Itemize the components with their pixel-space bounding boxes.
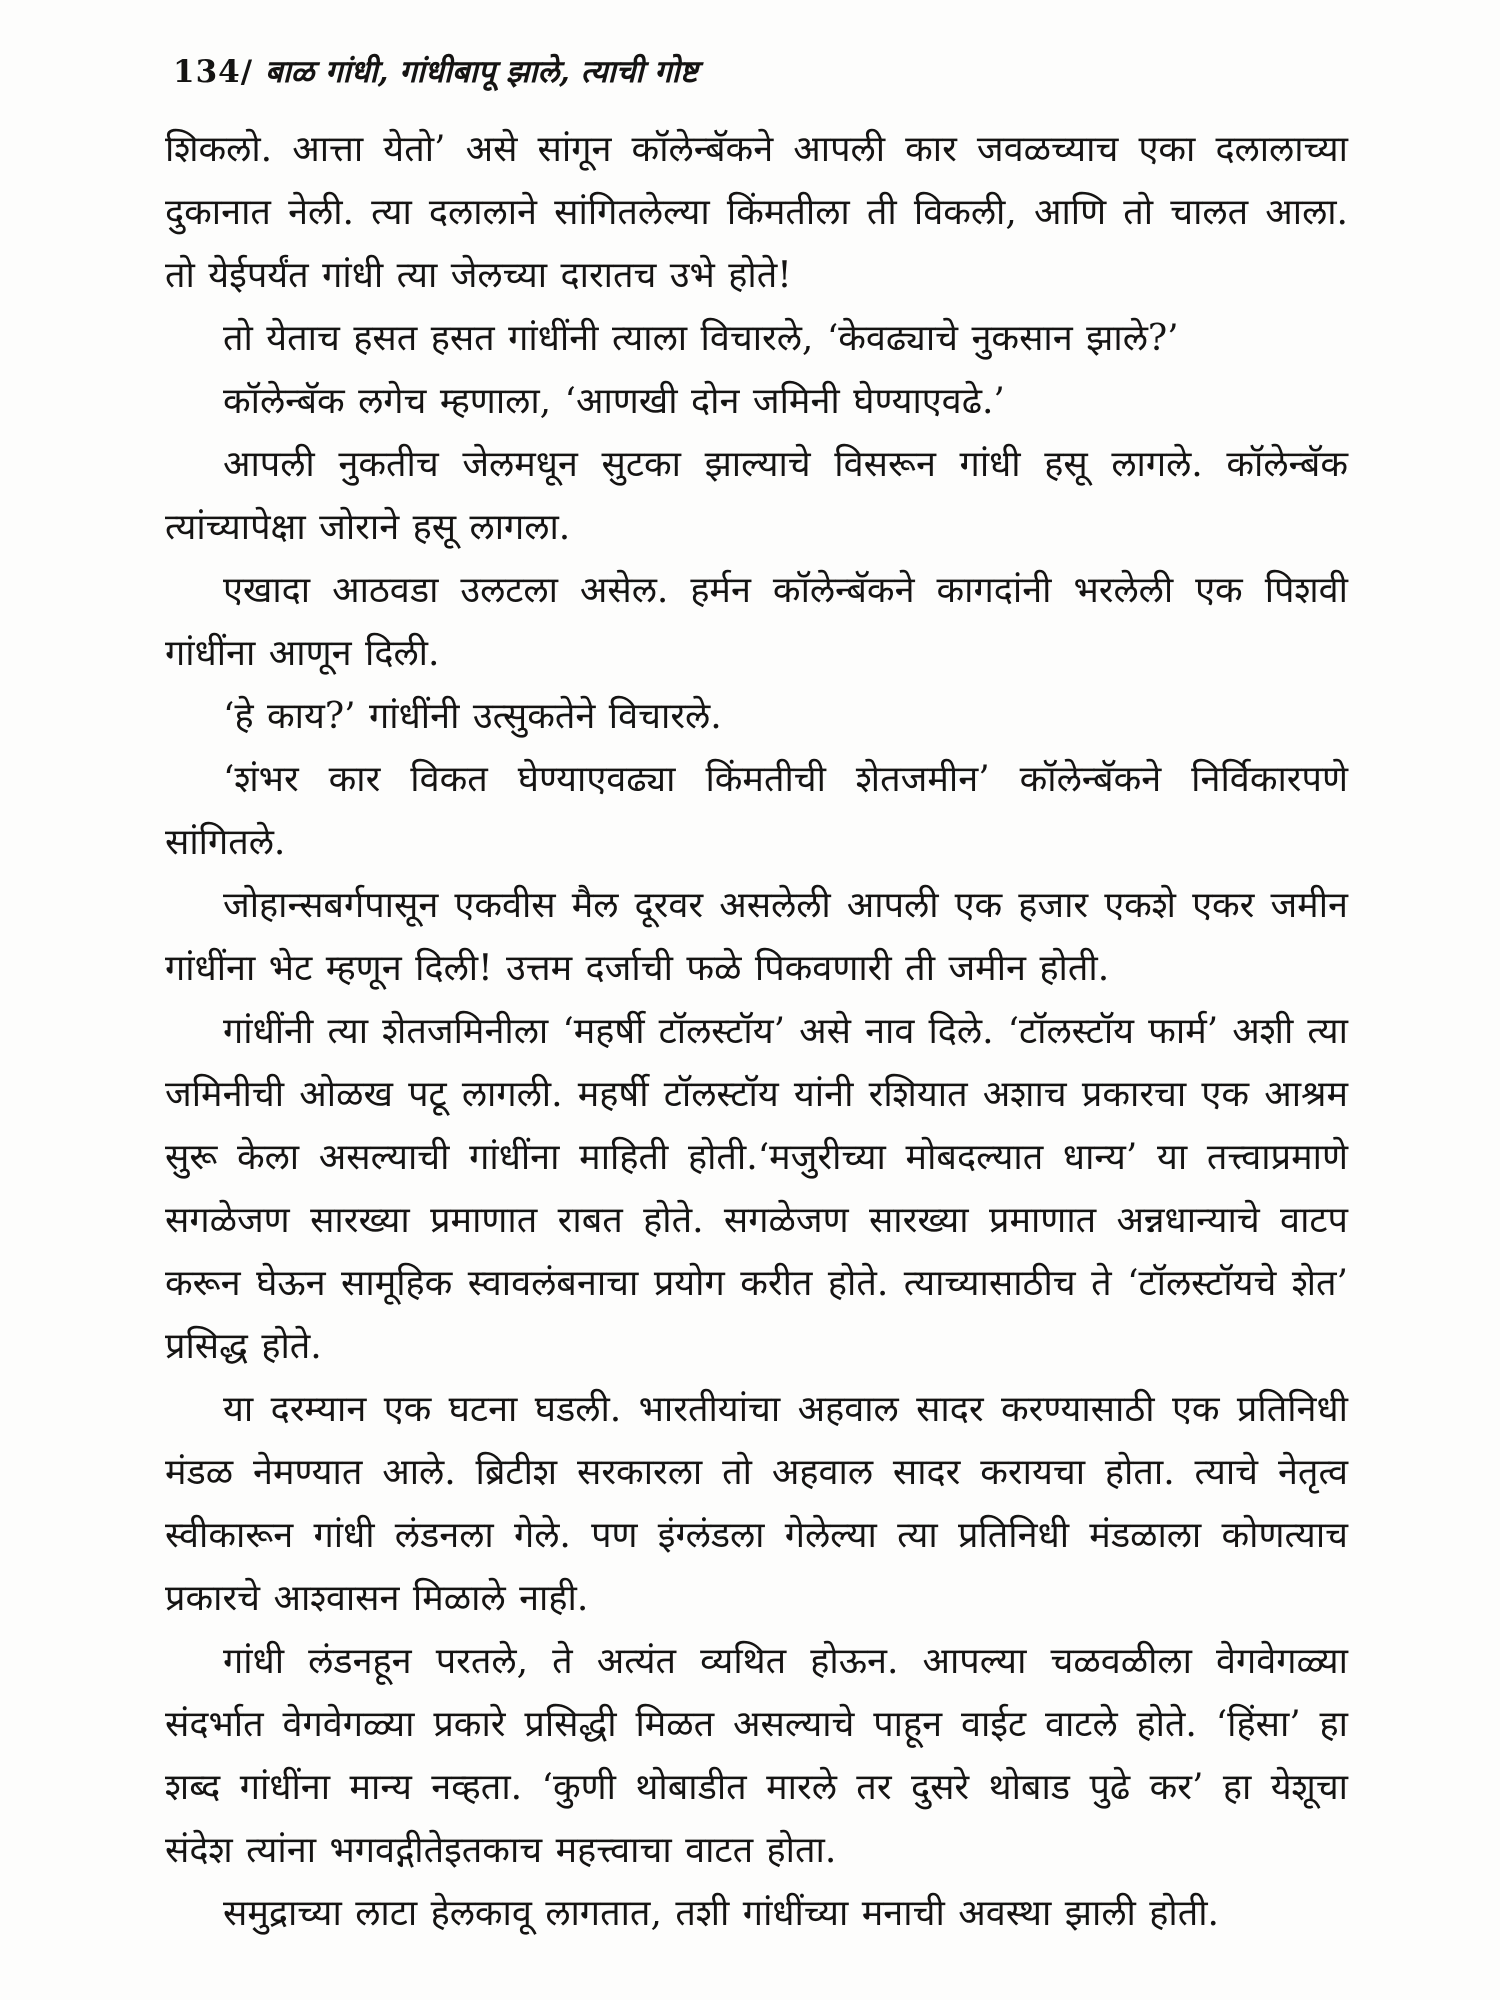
paragraph: एखादा आठवडा उलटला असेल. हर्मन कॉलेन्बॅकने कागदांनी भरलेली एक पिशवी गांधींना आणून दिली. [165, 570, 1348, 674]
running-header [173, 50, 1348, 92]
paragraph: या दरम्यान एक घटना घडली. भारतीयांचा अहवाल सादर करण्यासाठी एक प्रतिनिधी मंडळ नेमण्यात आले. ब्रिटीश सरकारला तो अहवाल सादर करायचा होता. त्याचे नेतृत्व स्वीकारून गांधी लंडनला गेले. पण इंग्लंडला गेलेल्या त्या प्रतिनिधी मंडळाला कोणत्याच प्रकारचे आश्वासन मिळाले नाही. [165, 1389, 1348, 1619]
paragraph: गांधी लंडनहून परतले, ते अत्यंत व्यथित होऊन. आपल्या चळवळीला वेगवेगळ्या संदर्भात वेगवेगळ्या प्रकारे प्रसिद्धी मिळत असल्याचे पाहून वाईट वाटले होते. ‘हिंसा’ हा शब्द गांधींना मान्य नव्हता. ‘कुणी थोबाडीत मारले तर दुसरे थोबाड पुढे कर’ हा येशूचा संदेश त्यांना भगवद्गीतेइतकाच महत्त्वाचा वाटत होता. [165, 1641, 1348, 1871]
paragraph: तो येताच हसत हसत गांधींनी त्याला विचारले, ‘केवढ्याचे नुकसान झाले?’ [223, 318, 1179, 359]
paragraph: ‘शंभर कार विकत घेण्याएवढ्या किंमतीची शेतजमीन’ कॉलेन्बॅकने निर्विकारपणे सांगितले. [165, 759, 1348, 863]
paragraph: समुद्राच्या लाटा हेलकावू लागतात, तशी गांधींच्या मनाची अवस्था झाली होती. [223, 1893, 1219, 1934]
paragraph: शिकलो. आत्ता येतो’ असे सांगून कॉलेन्बॅकने आपली कार जवळच्याच एका दलालाच्या दुकानात नेली. त्या दलालाने सांगितलेल्या किंमतीला ती विकली, आणि तो चालत आला. तो येईपर्यंत गांधी त्या जेलच्या दारातच उभे होते! [165, 129, 1348, 296]
paragraph: ‘हे काय?’ गांधींनी उत्सुकतेने विचारले. [223, 696, 722, 737]
paragraph: कॉलेन्बॅक लगेच म्हणाला, ‘आणखी दोन जमिनी घेण्याएवढे.’ [223, 381, 1005, 422]
paragraph: गांधींनी त्या शेतजमिनीला ‘महर्षी टॉलस्टॉय’ असे नाव दिले. ‘टॉलस्टॉय फार्म’ अशी त्या जमिनीची ओळख पटू लागली. महर्षी टॉलस्टॉय यांनी रशियात अशाच प्रकारचा एक आश्रम सुरू केला असल्याची गांधींना माहिती होती.‘मजुरीच्या मोबदल्यात धान्य’ या तत्त्वाप्रमाणे सगळेजण सारख्या प्रमाणात राबत होते. सगळेजण सारख्या प्रमाणात अन्नधान्याचे वाटप करून घेऊन सामूहिक स्वावलंबनाचा प्रयोग करीत होते. त्याच्यासाठीच ते ‘टॉलस्टॉयचे शेत’ प्रसिद्ध होते. [165, 1011, 1348, 1367]
book-title: बाळ गांधी, गांधीबापू झाले, त्याची गोष्ट [265, 54, 698, 90]
body-text [165, 118, 1348, 1945]
paragraph: जोहान्सबर्गपासून एकवीस मैल दूरवर असलेली आपली एक हजार एकशे एकर जमीन गांधींना भेट म्हणून दिली! उत्तम दर्जाची फळे पिकवणारी ती जमीन होती. [165, 885, 1348, 989]
paragraph: आपली नुकतीच जेलमधून सुटका झाल्याचे विसरून गांधी हसू लागले. कॉलेन्बॅक त्यांच्यापेक्षा जोराने हसू लागला. [165, 444, 1348, 548]
page-number: 134/ [173, 54, 254, 90]
